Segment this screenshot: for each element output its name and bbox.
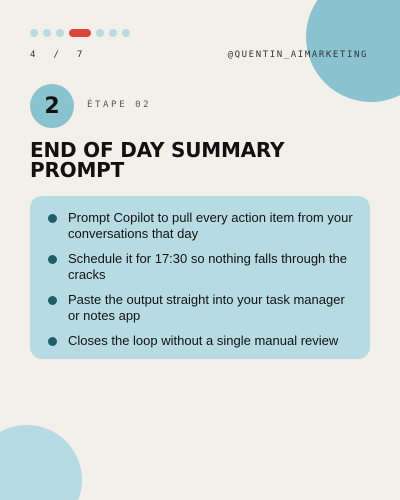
progress-dot (96, 29, 104, 37)
bullet-dot-icon (48, 255, 57, 264)
step-number-badge: 2 (30, 84, 74, 128)
slide-title (30, 140, 375, 180)
progress-dot (122, 29, 130, 37)
bullet-item (48, 210, 354, 242)
bullet-dot-icon (48, 214, 57, 223)
author-handle: @QUENTIN_AIMARKETING (227, 50, 368, 60)
slide-title-line: END OF DAY SUMMARY (30, 138, 285, 162)
progress-dot (109, 29, 117, 37)
bullet-item (48, 292, 354, 324)
page-counter: 4 / 7 (30, 50, 85, 60)
slide-progress-indicator (30, 29, 130, 37)
bullet-item (48, 251, 354, 283)
progress-dot (43, 29, 51, 37)
progress-dot-active (69, 29, 91, 37)
bullet-text: Prompt Copilot to pull every action item from your conversations that day (68, 210, 353, 241)
bullet-text: Schedule it for 17:30 so nothing falls through the cracks (68, 251, 347, 282)
bullet-text: Closes the loop without a single manual review (68, 333, 339, 348)
bullet-item (48, 333, 354, 349)
progress-dot (56, 29, 64, 37)
bullet-text: Paste the output straight into your task manager or notes app (68, 292, 345, 323)
bullet-card (30, 196, 370, 359)
step-label: ÉTAPE 02 (87, 100, 152, 110)
bullet-dot-icon (48, 337, 57, 346)
slide-title-line: PROMPT (30, 158, 125, 182)
bullet-dot-icon (48, 296, 57, 305)
decorative-circle-bottom-left (0, 425, 82, 500)
progress-dot (30, 29, 38, 37)
